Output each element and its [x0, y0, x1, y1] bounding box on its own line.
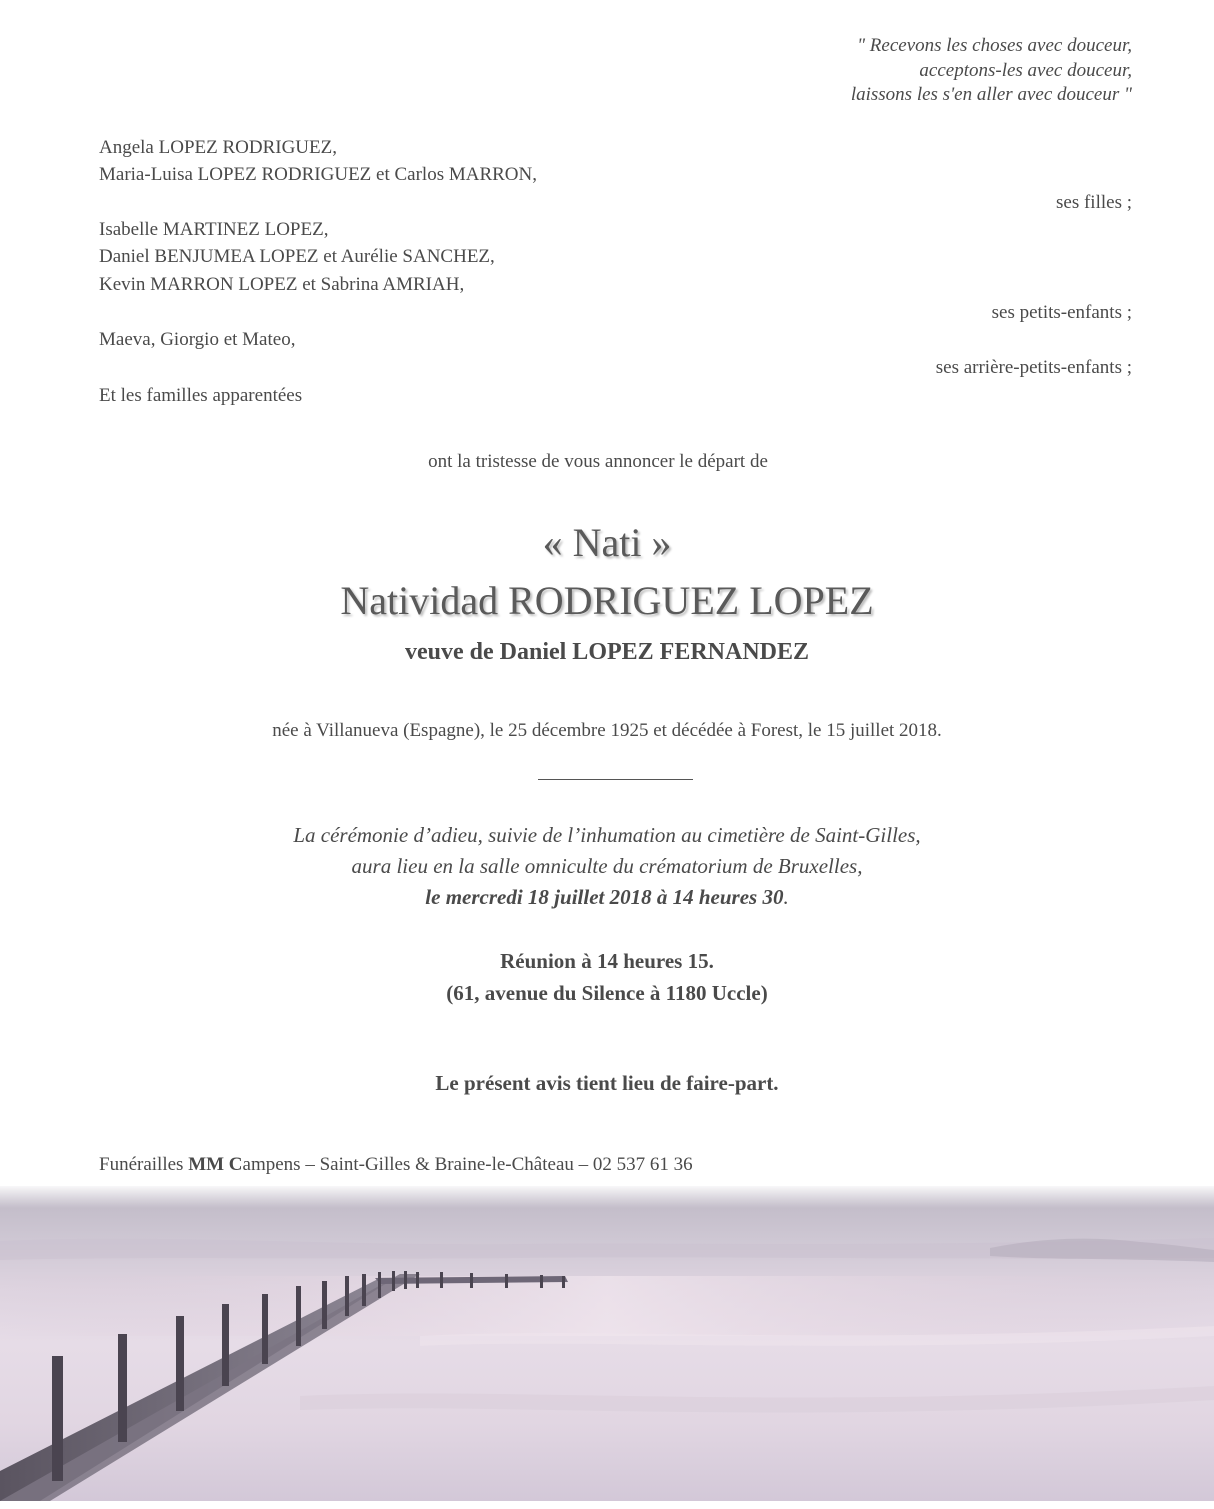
quote-line-3: laissons les s'en aller avec douceur "	[850, 84, 1132, 105]
notice-statement: Le présent avis tient lieu de faire-part.	[435, 1071, 779, 1095]
ceremony-line-1: La cérémonie d’adieu, suivie de l’inhumation au cimetière de Saint-Gilles,	[293, 823, 921, 847]
footer-prefix: Funérailles	[99, 1154, 189, 1175]
announcement-intro: ont la tristesse de vous annoncer le départ de	[428, 451, 768, 472]
great-grandchildren-label: ses arrière-petits-enfants ;	[935, 357, 1132, 378]
daughter-1: Angela LOPEZ RODRIGUEZ,	[99, 137, 337, 158]
widow-of: veuve de Daniel LOPEZ FERNANDEZ	[404, 639, 809, 665]
quote-line-2: acceptons-les avec douceur,	[919, 59, 1132, 81]
footer-brand-bold: MM C	[188, 1154, 243, 1175]
daughter-2: Maria-Luisa LOPEZ RODRIGUEZ et Carlos MARRON,	[99, 164, 538, 185]
opening-quote	[851, 34, 1132, 108]
reunion-time: Réunion à 14 heures 15.	[500, 949, 714, 973]
grandchild-2: Daniel BENJUMEA LOPEZ et Aurélie SANCHEZ,	[99, 246, 495, 267]
reunion-details	[0, 945, 1214, 1009]
funeral-home-footer	[99, 1151, 693, 1178]
ceremony-details	[0, 820, 1214, 913]
ceremony-date-time: le mercredi 18 juillet 2018 à 14 heures 30	[425, 885, 784, 909]
reunion-address: (61, avenue du Silence à 1180 Uccle)	[446, 981, 768, 1005]
deceased-nickname: « Nati »	[542, 520, 672, 565]
daughters-label: ses filles ;	[1056, 192, 1132, 213]
ceremony-date-suffix: .	[783, 885, 789, 909]
footer-rest: ampens – Saint-Gilles & Braine-le-Château – 02 537 61 36	[242, 1154, 693, 1175]
deceased-full-name: Natividad RODRIGUEZ LOPEZ	[340, 578, 874, 623]
ceremony-date-line	[0, 882, 1214, 913]
quote-line-1: " Recevons les choses avec douceur,	[857, 35, 1132, 56]
grandchildren-label: ses petits-enfants ;	[991, 302, 1132, 323]
lake-jetty-photo	[0, 1186, 1214, 1501]
great-grandchildren: Maeva, Giorgio et Mateo,	[99, 329, 296, 350]
related-families: Et les familles apparentées	[99, 385, 303, 406]
separator-line	[538, 779, 693, 780]
grandchild-3: Kevin MARRON LOPEZ et Sabrina AMRIAH,	[99, 274, 465, 295]
grandchild-1: Isabelle MARTINEZ LOPEZ,	[99, 219, 329, 240]
ceremony-line-2: aura lieu en la salle omniculte du crématorium de Bruxelles,	[351, 854, 863, 878]
birth-death-dates: née à Villanueva (Espagne), le 25 décembre 1925 et décédée à Forest, le 15 juillet 2018.	[272, 720, 942, 741]
